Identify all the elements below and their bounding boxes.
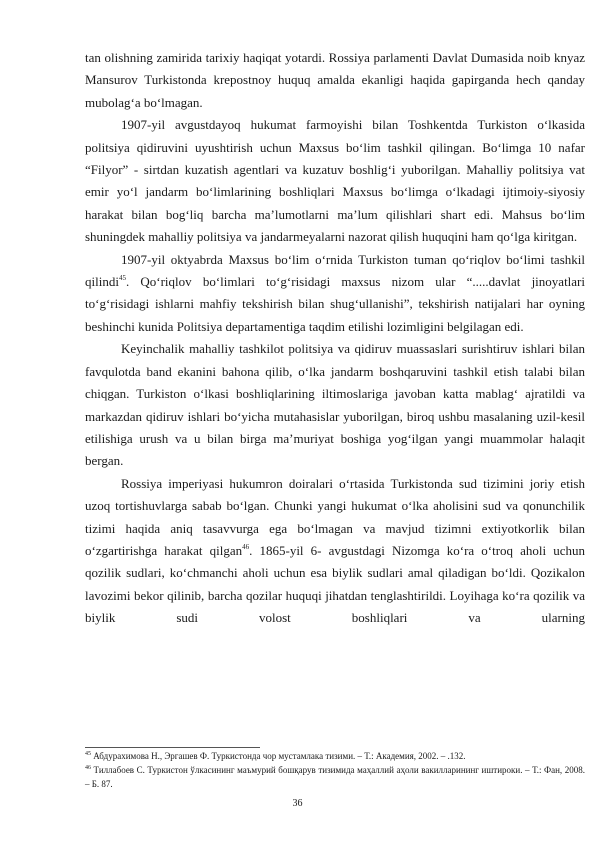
footnote-45	[85, 749, 585, 763]
footnotes	[85, 749, 585, 791]
paragraph-5-text-b: . 1865-yil 6- avgustdagi Nizomga ko‘ra o‘troq aholi uchun qozilik sudlari, ko‘chmanchi aholi uchun esa biylik sudlari amal qiladigan bo‘ldi. Qozikalon lavozimi bekor qilinib, barcha qozilar huquqi jihatdan tenglashtirildi. Loyihaga ko‘ra qozilik va biylik sudi volost boshliqlari va ularning	[85, 542, 585, 626]
paragraph-3-text-a: 1907-yil oktyabrda Maxsus bo‘lim o‘rnida Turkiston tuman qo‘riqlov bo‘limi tashkil qilindi	[85, 251, 585, 290]
paragraph-3-text-b: . Qo‘riqlov bo‘limlari to‘g‘risidagi maxsus nizom ular “.....davlat jinoyatlari to‘g‘risidagi ishlarni mahfiy tekshirish bilan shug‘ullanishi”, tekshirish natijalari har oyning beshinchi kunida Politsiya departamentiga taqdim etilishi lozimligini belgilagan edi.	[85, 274, 585, 334]
footnote-divider	[85, 747, 260, 748]
paragraph-5-text-a: Rossiya imperiyasi hukumron doiralari o‘rtasida Turkistonda sud tizimini joriy etish uzoq tortishuvlarga sabab bo‘lgan. Chunki yangi hukumat o‘lka aholisini sud va qonunchilik tizimi haqida aniq tasavvurga ega bo‘lmagan va mavjud tizimni extiyotkorlik bilan o‘zgartirishga harakat qilgan	[85, 475, 585, 558]
footnote-text: Тиллабоев С. Туркистон ўлкасининг маъмурий бошқарув тизимида маҳаллий аҳоли вакилларининг иштироки. – Т.: Фан, 2008. – Б. 87.	[85, 765, 585, 789]
footnote-number: 45	[85, 751, 91, 757]
paragraph-1: tan olishning zamirida tarixiy haqiqat yotardi. Rossiya parlamenti Davlat Dumasida noib knyaz Mansurov Turkistonda krepostnoy huquq amalda ekanligi haqida gapirganda hech qanday mubolag‘a bo‘lmagan.	[85, 50, 585, 110]
footnote-text: Абдурахимова Н., Эргашев Ф. Туркистонда чор мустамлака тизими. – Т.: Академия, 2002. – .132.	[91, 751, 466, 761]
body-text	[85, 47, 585, 630]
page-number: 36	[292, 798, 303, 809]
paragraph-3	[85, 249, 585, 339]
footnote-ref-46[interactable]: 46	[242, 542, 250, 551]
paragraph-2: 1907-yil avgustdayoq hukumat farmoyishi bilan Toshkentda Turkiston o‘lkasida politsiya qidiruvini uyushtirish uchun Maxsus bo‘lim tashkil qilingan. Bo‘limga 10 nafar “Filyor” - sirtdan kuzatish agentlari va kuzatuv boshlig‘i yuborilgan. Mahalliy politsiya vat emir yo‘l jandarm bo‘limlarining boshliqlari Maxsus bo‘limga o‘lkadagi ijtimoiy-siyosiy harakat bilan bog‘liq barcha ma’lumotlarni ma’lum qilishlari shart edi. Mahsus bo‘lim shuningdek mahalliy politsiya va jandarmeyalarni nazorat qilish huquqini ham qo‘lga kiritgan.	[85, 117, 585, 245]
paragraph-4: Keyinchalik mahalliy tashkilot politsiya va qidiruv muassaslari surishtiruv ishlari bilan favqulotda band ekanini bahona qilib, o‘lka jandarm boshqaruvini tashkil etish talabi bilan chiqgan. Turkiston o‘lkasi boshliqlarining iltimoslariga javoban katta mablag‘ ajratildi va markazdan qidiruv ishlari bo‘yicha mutahasislar yuborilgan, biroq ushbu masalaning uzil-kesil etilishiga urush va u bilan birga ma’muriyat boshiga yog‘ilgan yangi muammolar halaqit bergan.	[85, 341, 585, 469]
footnote-46	[85, 763, 585, 791]
paragraph-5	[85, 473, 585, 630]
footnote-ref-45[interactable]: 45	[118, 273, 126, 282]
footnote-number: 46	[85, 765, 91, 771]
